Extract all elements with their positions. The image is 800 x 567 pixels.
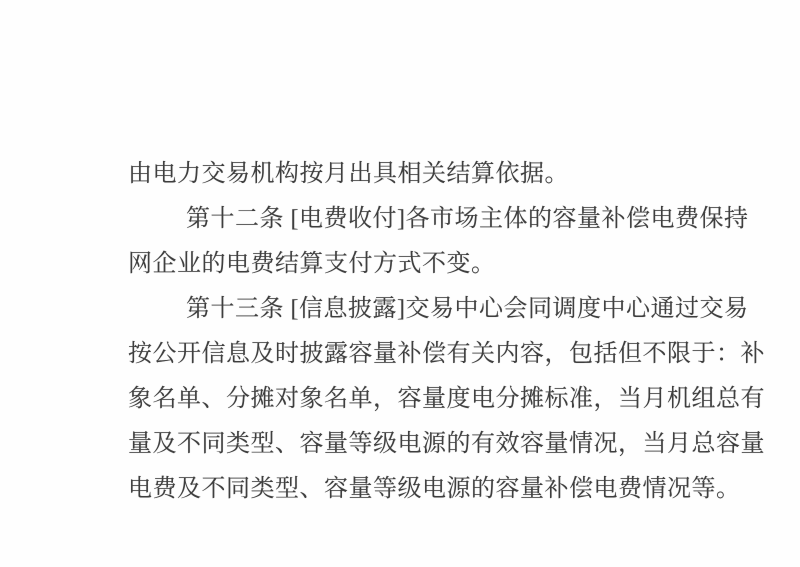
document-text-block [128,152,800,512]
document-line: 按公开信息及时披露容量补偿有关内容，包括但不限于：补 [128,341,765,367]
document-line: 电费及不同类型、容量等级电源的容量补偿电费情况等。 [128,476,741,502]
document-line: 网企业的电费结算支付方式不变。 [128,251,496,277]
document-line: 量及不同类型、容量等级电源的有效容量情况，当月总容量 [128,431,765,457]
document-line: 象名单、分摊对象名单，容量度电分摊标准，当月机组总有 [128,386,765,412]
document-line-article-12: 第十二条 [电费收付]各市场主体的容量补偿电费保持 [186,206,749,232]
document-line: 由电力交易机构按月出具相关结算依据。 [128,161,569,187]
document-line-article-13: 第十三条 [信息披露]交易中心会同调度中心通过交易 [186,296,749,322]
